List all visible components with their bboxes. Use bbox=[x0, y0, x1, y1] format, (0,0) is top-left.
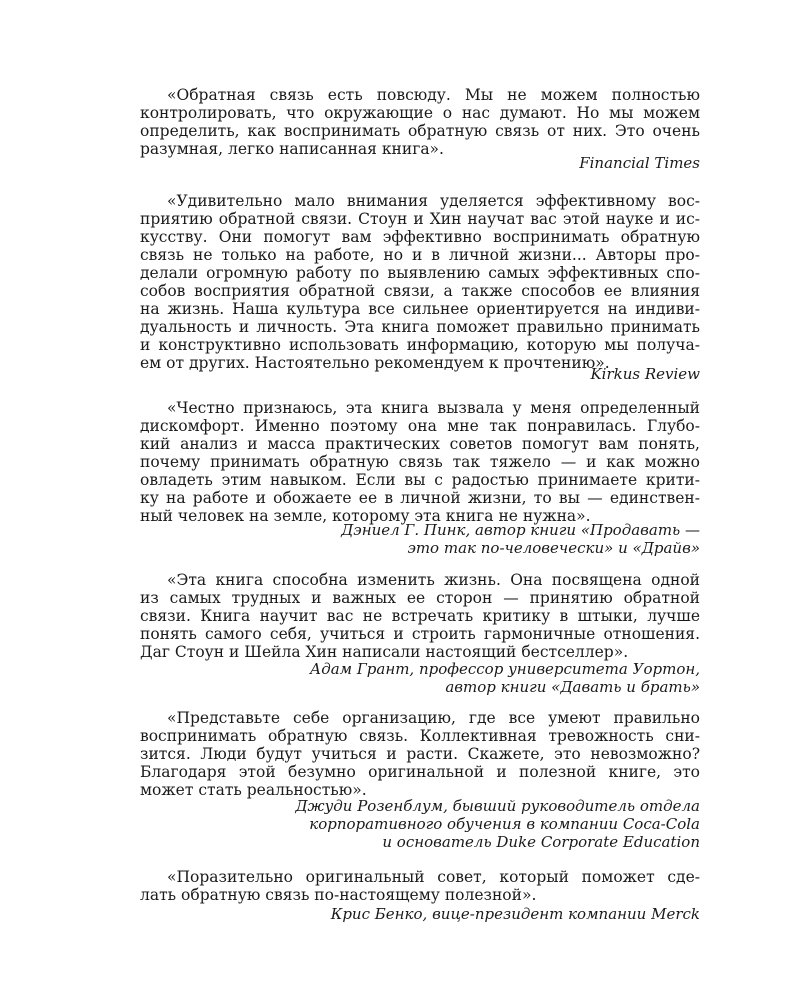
quote-line: ем от других. Настоятельно рекомендуем к прочтению». bbox=[140, 354, 610, 372]
quote-line: Благодаря этой безумно оригинальной и полезной книге, это bbox=[140, 763, 700, 781]
quote-line: может стать реальностью». bbox=[140, 781, 367, 799]
quote-attribution bbox=[140, 660, 700, 696]
quote-line: зится. Люди будут учиться и расти. Скажете, это невозможно? bbox=[140, 745, 700, 763]
quote-line: почему принимать обратную связь так тяжело — и как можно bbox=[140, 453, 700, 471]
quote-line: приятию обратной связи. Стоун и Хин научат вас этой науке и ис- bbox=[140, 210, 700, 228]
quote-line: разумная, легко написанная книга». bbox=[140, 140, 444, 158]
quote-paragraph bbox=[140, 709, 700, 799]
attribution-line: Джуди Розенблум, бывший руководитель отдела bbox=[295, 797, 700, 815]
quote-line: и конструктивно использовать информацию, которую мы получа- bbox=[140, 336, 700, 354]
attribution-line: Financial Times bbox=[579, 154, 700, 172]
quote-line: на жизнь. Наша культура все сильнее ориентируется на индиви- bbox=[140, 300, 700, 318]
quote-attribution bbox=[140, 797, 700, 851]
quote-paragraph bbox=[140, 86, 700, 158]
attribution-line: Kirkus Review bbox=[590, 365, 700, 383]
quote-line: из самых трудных и важных ее сторон — принятию обратной bbox=[140, 589, 700, 607]
attribution-line: Адам Грант, профессор университета Уортон, bbox=[309, 660, 700, 678]
quote-line: кусству. Они помогут вам эффективно воспринимать обратную bbox=[140, 228, 700, 246]
quote-line: ный человек на земле, которому эта книга не нужна». bbox=[140, 507, 591, 525]
quote-line: связь не только на работе, но и в личной жизни... Авторы про- bbox=[140, 246, 700, 264]
quote-line: кий анализ и масса практических советов помогут вам понять, bbox=[140, 435, 700, 453]
quote-attribution bbox=[140, 521, 700, 557]
quote-paragraph bbox=[140, 868, 700, 904]
attribution-line: Дэниел Г. Пинк, автор книги «Продавать — bbox=[341, 521, 700, 539]
quote-line: воспринимать обратную связь. Коллективная тревожность сни- bbox=[140, 727, 700, 745]
quote-line: собов восприятия обратной связи, а также способов ее влияния bbox=[140, 282, 700, 300]
quote-line: дуальность и личность. Эта книга поможет правильно принимать bbox=[140, 318, 700, 336]
quote-line: «Честно признаюсь, эта книга вызвала у меня определенный bbox=[167, 399, 700, 417]
attribution-line: и основатель Duke Corporate Education bbox=[382, 833, 700, 851]
quote-paragraph bbox=[140, 192, 700, 372]
quote-line: лать обратную связь по-настоящему полезной». bbox=[140, 886, 537, 904]
attribution-line: Крис Бенко, вице-президент компании Merck bbox=[330, 905, 700, 923]
quote-line: овладеть этим навыком. Если вы с радостью принимаете крити- bbox=[140, 471, 700, 489]
quote-line: «Обратная связь есть повсюду. Мы не можем полностью bbox=[167, 86, 700, 104]
quote-line: понять самого себя, учиться и строить гармоничные отношения. bbox=[140, 625, 700, 643]
quote-line: делали огромную работу по выявлению самых эффективных спо- bbox=[140, 264, 700, 282]
quote-line: контролировать, что окружающие о нас думают. Но мы можем bbox=[140, 104, 700, 122]
quote-paragraph bbox=[140, 571, 700, 661]
quote-line: дискомфорт. Именно поэтому она мне так понравилась. Глубо- bbox=[140, 417, 700, 435]
quote-line: «Представьте себе организацию, где все умеют правильно bbox=[167, 709, 700, 727]
quote-line: «Поразительно оригинальный совет, который поможет сде- bbox=[167, 868, 700, 886]
quote-attribution bbox=[140, 905, 700, 923]
quote-line: «Эта книга способна изменить жизнь. Она посвящена одной bbox=[167, 571, 700, 589]
attribution-line: автор книги «Давать и брать» bbox=[445, 678, 700, 696]
quote-line: ку на работе и обожаете ее в личной жизни, то вы — единствен- bbox=[140, 489, 700, 507]
quote-line: определить, как воспринимать обратную связь от них. Это очень bbox=[140, 122, 700, 140]
quote-paragraph bbox=[140, 399, 700, 525]
quote-attribution bbox=[140, 154, 700, 172]
quote-attribution bbox=[140, 365, 700, 383]
quote-line: Даг Стоун и Шейла Хин написали настоящий бестселлер». bbox=[140, 643, 629, 661]
quote-line: «Удивительно мало внимания уделяется эффективному вос- bbox=[167, 192, 700, 210]
quote-line: связи. Книга научит вас не встречать критику в штыки, лучше bbox=[140, 607, 700, 625]
attribution-line: это так по-человечески» и «Драйв» bbox=[407, 539, 700, 557]
attribution-line: корпоративного обучения в компании Coca-Cola bbox=[309, 815, 700, 833]
